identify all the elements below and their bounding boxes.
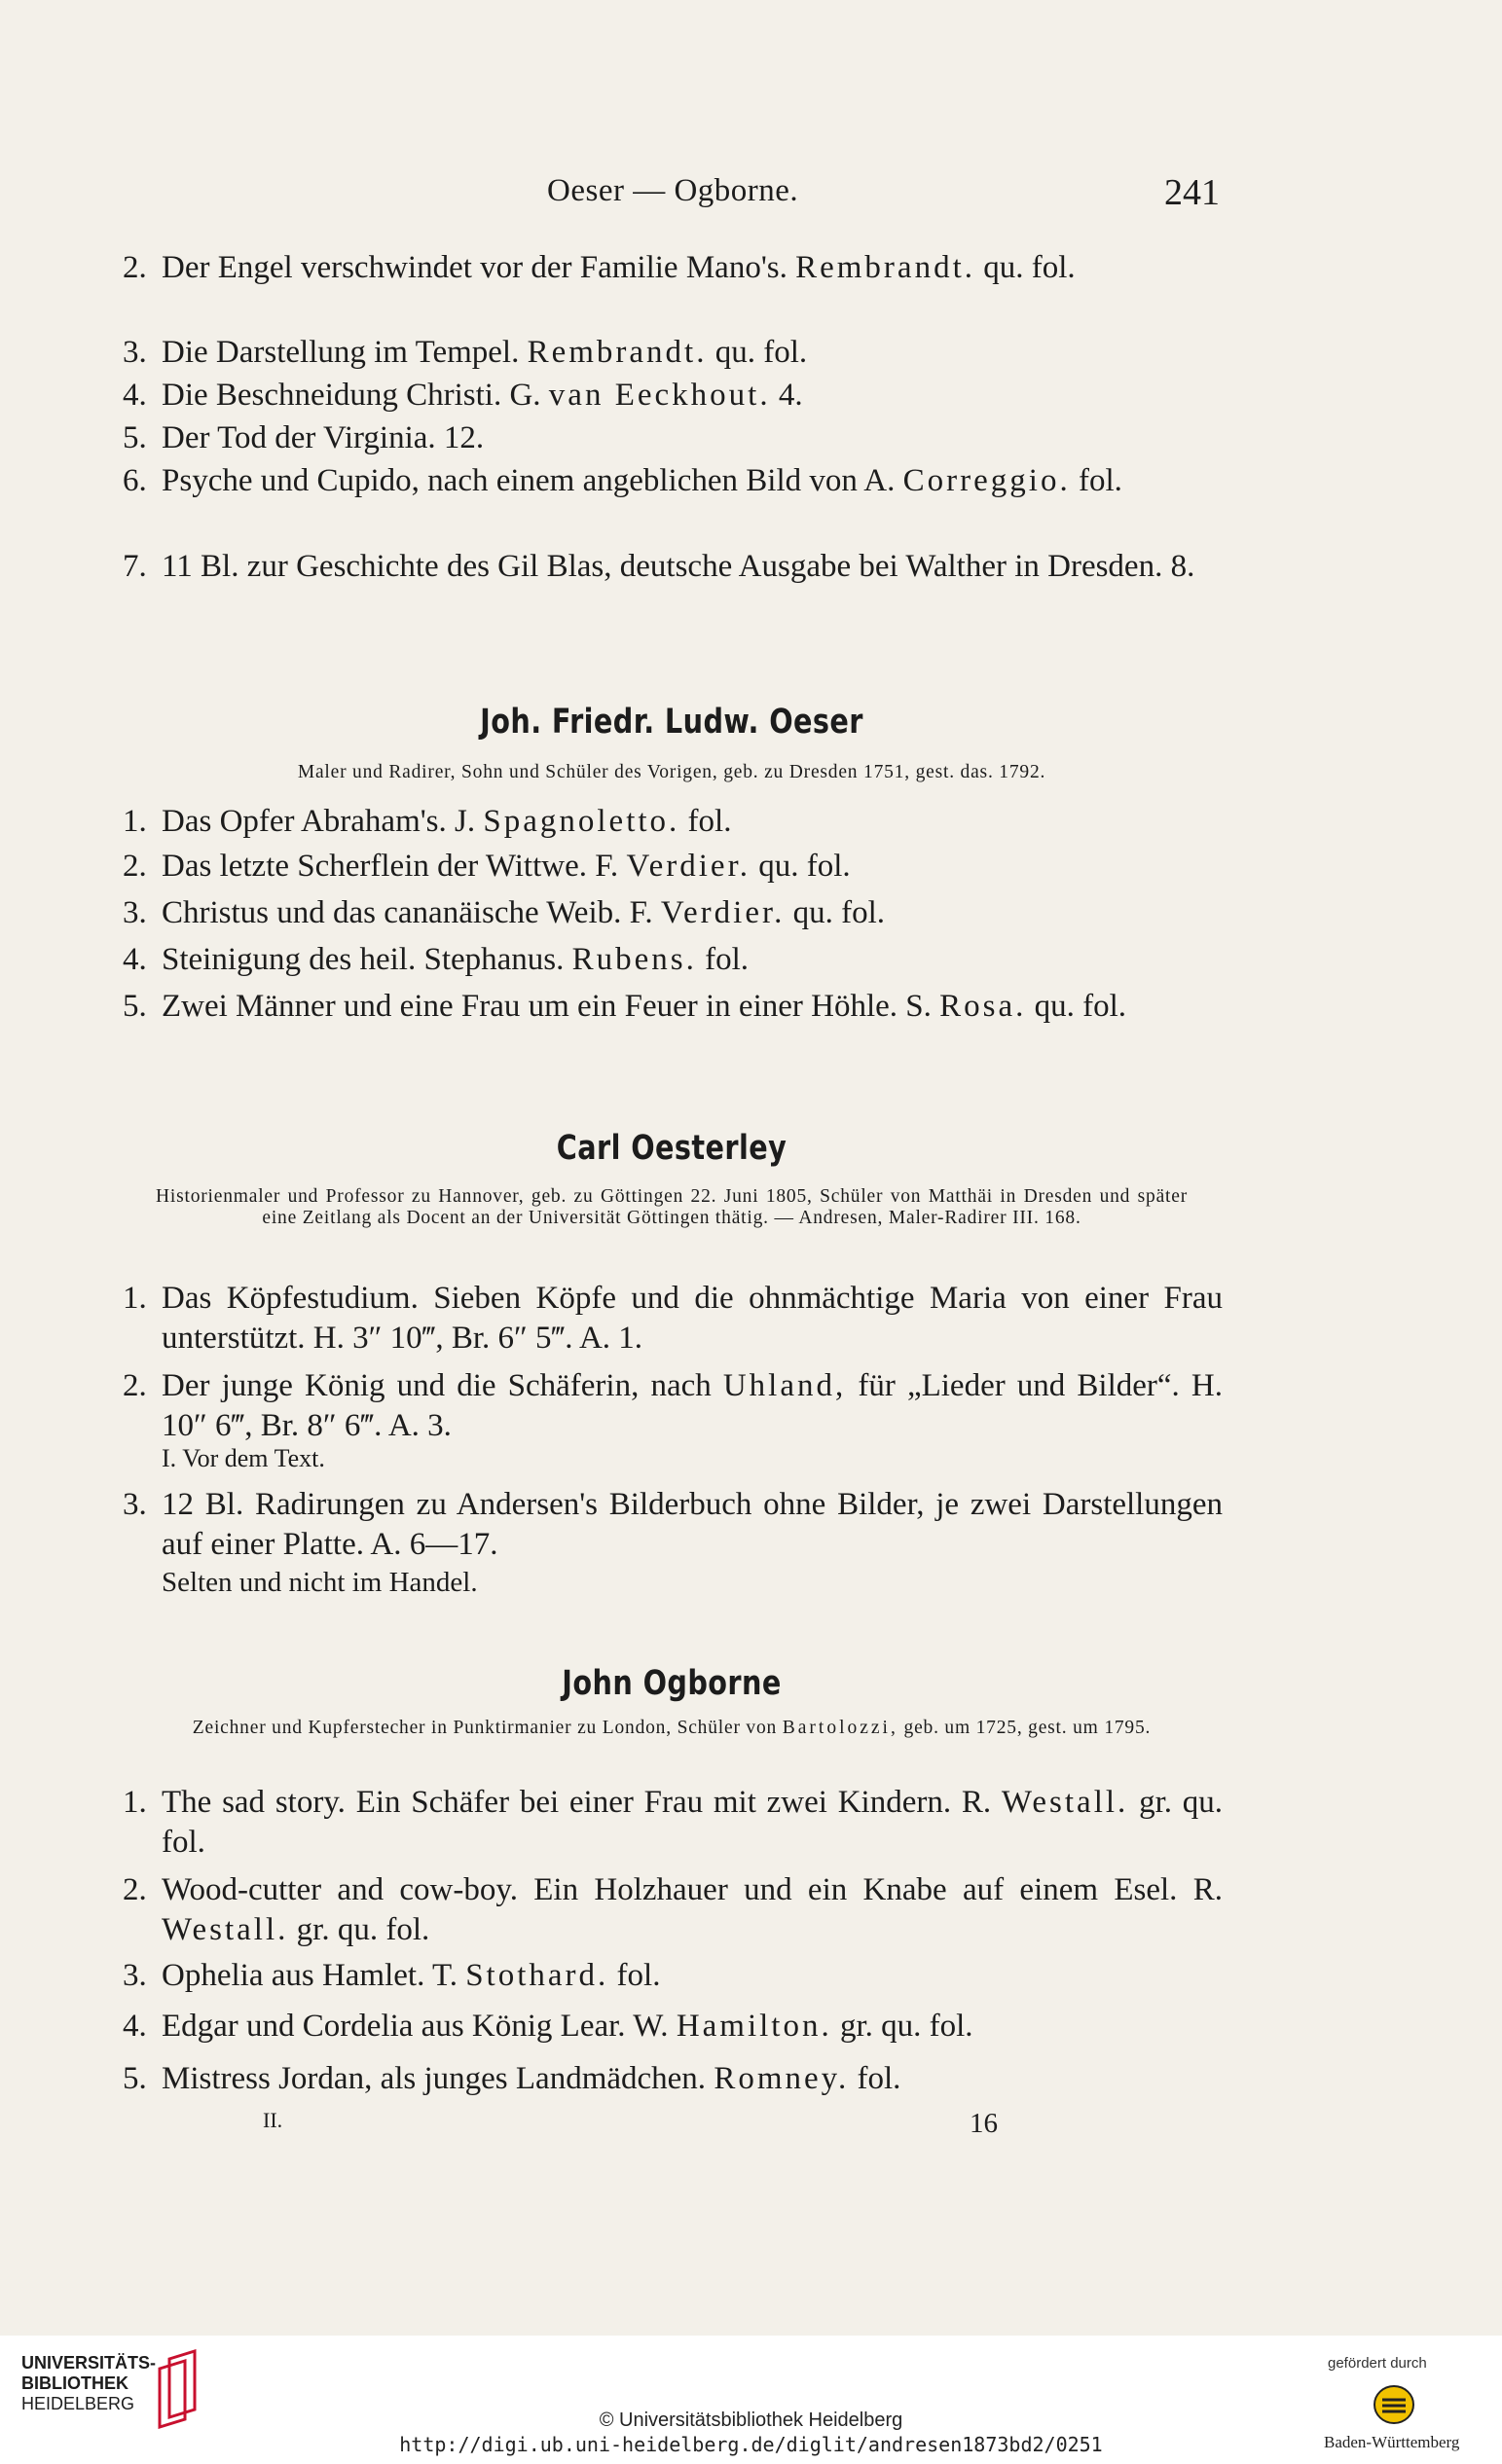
list-item: 3. Christus und das cananäische Weib. F. Verdier. qu. fol. (123, 895, 886, 930)
artist-biography: Zeichner und Kupferstecher in Punktirmanier zu London, Schüler von Bartolozzi, geb. um 1725, gest. um 1795. (192, 1718, 1152, 1738)
list-item: 5. Der Tod der Virginia. 12. (123, 420, 485, 455)
list-item: 7. 11 Bl. zur Geschichte des Gil Blas, deutsche Ausgabe bei Walther in Dresden. 8. (123, 549, 1195, 584)
list-item: 1. The sad story. Ein Schäfer bei einer Frau mit zwei Kindern. R. Westall. gr. qu. fol. (123, 1785, 1223, 1860)
list-item: 4. Steinigung des heil. Stephanus. Rubens. fol. (123, 942, 750, 977)
sheet-signature: 16 (970, 2108, 998, 2139)
list-item: 4. Die Beschneidung Christi. G. van Eeckhout. 4. (123, 378, 803, 413)
repository-footer (0, 2336, 1502, 2464)
list-item: 2. Der junge König und die Schäferin, nach Uhland, für „Lieder und Bilder“. H. 10″ 6‴, Br. 8″ 6‴. A. 3. (123, 1368, 1223, 1443)
list-item: 6. Psyche und Cupido, nach einem angeblichen Bild von A. Correggio. fol. (123, 463, 1122, 498)
list-item: 4. Edgar und Cordelia aus König Lear. W. Hamilton. gr. qu. fol. (123, 2009, 973, 2044)
list-item: 3. Die Darstellung im Tempel. Rembrandt. qu. fol. (123, 335, 808, 370)
list-item: 3. Ophelia aus Hamlet. T. Stothard. fol. (123, 1958, 661, 1993)
artist-biography: Maler und Radirer, Sohn und Schüler des Vorigen, geb. zu Dresden 1751, gest. das. 1792. (297, 762, 1046, 782)
list-item: 2. Der Engel verschwindet vor der Familie Mano's. Rembrandt. qu. fol. (123, 250, 1076, 285)
section-heading-carl-oesterley: Carl Oesterley (556, 1129, 788, 1168)
copyright-notice: © Universitätsbibliothek Heidelberg (599, 2410, 903, 2431)
volume-signature: II. (263, 2108, 283, 2132)
list-item: 5. Zwei Männer und eine Frau um ein Feuer in einer Höhle. S. Rosa. qu. fol. (123, 989, 1127, 1024)
funded-by-label: gefördert durch (1328, 2355, 1427, 2372)
list-item: 1. Das Opfer Abraham's. J. Spagnoletto. fol. (123, 804, 732, 839)
list-item: 3. 12 Bl. Radirungen zu Andersen's Bilderbuch ohne Bilder, je zwei Darstellungen auf einer Platte. A. 6—17. (123, 1487, 1223, 1562)
funder-name: Baden-Württemberg (1324, 2433, 1460, 2451)
section-heading-joh-oeser: Joh. Friedr. Ludw. Oeser (480, 703, 863, 742)
list-item: 1. Das Köpfestudium. Sieben Köpfe und die ohnmächtige Maria von einer Frau unterstützt. H. 3″ 10‴, Br. 6″ 5‴. A. 1. (123, 1281, 1223, 1356)
running-title: Oeser — Ogborne. (547, 173, 799, 208)
artist-biography: Historienmaler und Professor zu Hannover, geb. zu Göttingen 22. Juni 1805, Schüler von Matthäi in Dresden und später eine Zeitlang als Docent an der Universität Göttingen thätig. — Andresen, Maler-Radirer III. 168. (156, 1186, 1188, 1228)
list-item: 2. Das letzte Scherflein der Wittwe. F. Verdier. qu. fol. (123, 849, 851, 884)
list-item: 2. Wood-cutter and cow-boy. Ein Holzhauer und ein Knabe auf einem Esel. R. Westall. gr. qu. fol. (123, 1872, 1223, 1947)
list-item: 5. Mistress Jordan, als junges Landmädchen. Romney. fol. (123, 2061, 901, 2096)
section-heading-john-ogborne: John Ogborne (562, 1664, 782, 1703)
state-coat-of-arms-icon (1373, 2384, 1415, 2425)
entry-note: I. Vor dem Text. (162, 1444, 325, 1472)
entry-note: Selten und nicht im Handel. (162, 1567, 478, 1598)
source-url[interactable]: http://digi.ub.uni-heidelberg.de/diglit/andresen1873bd2/0251 (399, 2433, 1103, 2456)
page-number: 241 (1164, 172, 1220, 213)
library-logo-text: UNIVERSITÄTS- BIBLIOTHEK HEIDELBERG (21, 2353, 157, 2413)
